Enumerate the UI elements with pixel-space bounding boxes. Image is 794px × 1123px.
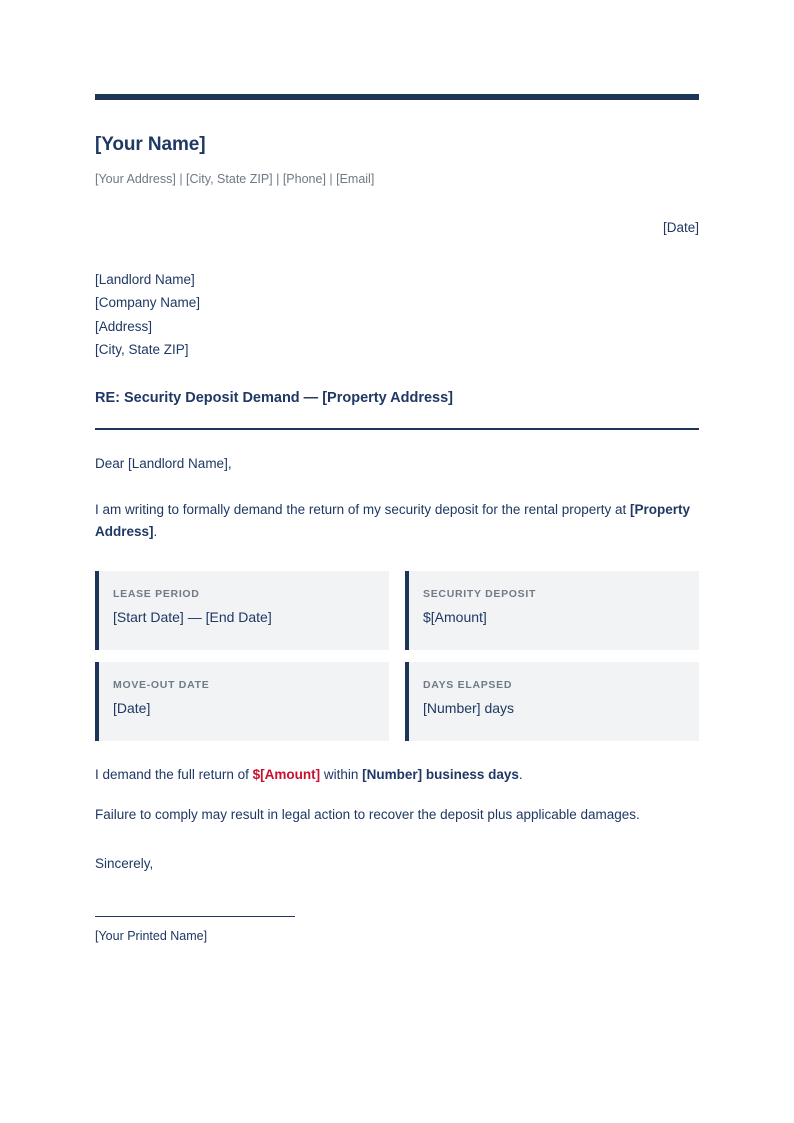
card-label-lease-period: LEASE PERIOD [113,587,200,600]
salutation: Dear [Landlord Name], [95,456,232,472]
closing-block [95,853,699,946]
intro-suffix-text: . [153,524,158,540]
card-value-lease-period: [Start Date] — [End Date] [113,609,272,626]
demand-middle-text: within [320,766,363,782]
subject-divider [95,428,699,430]
sender-block [95,134,699,188]
sign-off: Sincerely, [95,855,154,871]
card-days-elapsed [405,662,699,741]
card-value-security-deposit: $[Amount] [423,609,487,626]
letter-body [95,94,699,945]
demand-amount: $[Amount] [252,766,321,782]
sender-name: [Your Name] [95,134,206,155]
card-lease-period [95,571,389,650]
letter-date: [Date] [662,220,699,236]
demand-suffix-text: . [518,766,523,782]
recipient-line-city: [City, State ZIP] [95,342,189,358]
details-card-grid [95,571,699,741]
card-move-out-date [95,662,389,741]
card-label-security-deposit: SECURITY DEPOSIT [423,587,537,600]
printed-name: [Your Printed Name] [95,928,208,943]
recipient-block [95,268,699,362]
recipient-line-landlord: [Landlord Name] [95,271,195,287]
card-security-deposit [405,571,699,650]
signature-line [95,916,295,917]
card-label-move-out-date: MOVE-OUT DATE [113,678,210,691]
card-label-days-elapsed: DAYS ELAPSED [423,678,513,691]
intro-property-address: [Property Address] [95,501,690,540]
intro-prefix-text: I am writing to formally demand the return of my security deposit for the rental property at [95,501,630,517]
card-value-days-elapsed: [Number] days [423,700,515,717]
demand-prefix-text: I demand the full return of [95,766,253,782]
recipient-line-company: [Company Name] [95,295,201,311]
subject-line: RE: Security Deposit Demand — [Property Address] [95,389,454,406]
header-accent-rule [95,94,699,100]
recipient-line-address: [Address] [95,318,153,334]
card-value-move-out-date: [Date] [113,700,151,717]
intro-paragraph [95,499,699,544]
demand-business-days: [Number] business days [362,766,519,782]
demand-paragraph [95,764,699,787]
sender-contact-line: [Your Address] | [City, State ZIP] | [Phone] | [Email] [95,171,375,186]
warning-paragraph: Failure to comply may result in legal action to recover the deposit plus applicable damages. [95,807,640,823]
